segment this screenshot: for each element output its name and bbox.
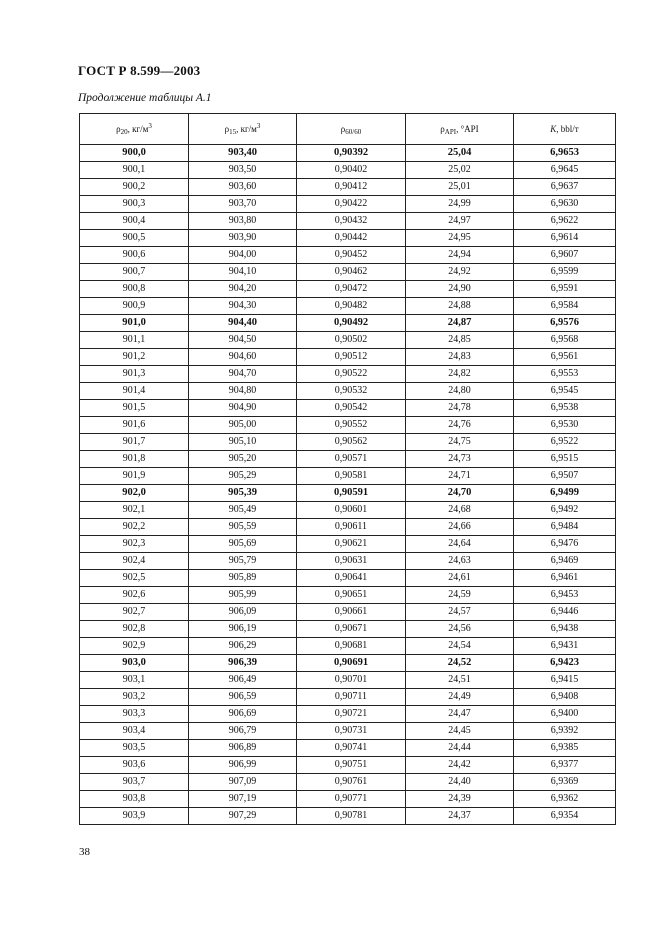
table-cell: 0,90591	[297, 485, 406, 502]
table-cell: 6,9561	[514, 349, 616, 366]
table-row	[80, 315, 616, 332]
table-cell: 6,9622	[514, 213, 616, 230]
table-cell: 24,90	[406, 281, 514, 298]
table-body	[80, 145, 616, 825]
table-cell: 906,29	[189, 638, 297, 655]
column-header	[80, 114, 189, 145]
table-cell: 0,90402	[297, 162, 406, 179]
table-row	[80, 298, 616, 315]
table-cell: 6,9553	[514, 366, 616, 383]
table-cell: 24,73	[406, 451, 514, 468]
table-cell: 902,3	[80, 536, 189, 553]
table-row	[80, 213, 616, 230]
table-row	[80, 145, 616, 162]
table-cell: 0,90651	[297, 587, 406, 604]
table-cell: 906,09	[189, 604, 297, 621]
table-cell: 6,9584	[514, 298, 616, 315]
table-cell: 6,9369	[514, 774, 616, 791]
table-cell: 24,70	[406, 485, 514, 502]
table-cell: 0,90552	[297, 417, 406, 434]
table-cell: 905,79	[189, 553, 297, 570]
table-cell: 903,0	[80, 655, 189, 672]
header-unit: , кг/м	[127, 124, 149, 134]
table-cell: 905,39	[189, 485, 297, 502]
table-cell: 900,5	[80, 230, 189, 247]
table-cell: 900,8	[80, 281, 189, 298]
table-cell: 901,1	[80, 332, 189, 349]
table-cell: 24,45	[406, 723, 514, 740]
table-cell: 0,90502	[297, 332, 406, 349]
table-cell: 0,90522	[297, 366, 406, 383]
table-cell: 24,52	[406, 655, 514, 672]
table-cell: 906,59	[189, 689, 297, 706]
table-cell: 6,9630	[514, 196, 616, 213]
table-cell: 903,9	[80, 808, 189, 825]
table-cell: 0,90562	[297, 434, 406, 451]
header-unit: , bbl/т	[556, 124, 579, 134]
header-sub: 15	[229, 128, 237, 136]
table-cell: 24,85	[406, 332, 514, 349]
table-cell: 6,9392	[514, 723, 616, 740]
table-cell: 905,69	[189, 536, 297, 553]
table-cell: 6,9415	[514, 672, 616, 689]
table-row	[80, 706, 616, 723]
table-row	[80, 400, 616, 417]
table-cell: 0,90442	[297, 230, 406, 247]
table-cell: 6,9599	[514, 264, 616, 281]
table-cell: 0,90392	[297, 145, 406, 162]
table-cell: 904,30	[189, 298, 297, 315]
table-cell: 903,7	[80, 774, 189, 791]
table-cell: 6,9568	[514, 332, 616, 349]
table-cell: 6,9637	[514, 179, 616, 196]
table-cell: 24,68	[406, 502, 514, 519]
table-cell: 901,0	[80, 315, 189, 332]
table-cell: 905,10	[189, 434, 297, 451]
table-cell: 24,87	[406, 315, 514, 332]
table-cell: 0,90462	[297, 264, 406, 281]
table-row	[80, 655, 616, 672]
table-cell: 0,90681	[297, 638, 406, 655]
table-cell: 907,29	[189, 808, 297, 825]
table-cell: 24,63	[406, 553, 514, 570]
table-cell: 6,9607	[514, 247, 616, 264]
table-cell: 24,57	[406, 604, 514, 621]
column-header	[514, 114, 616, 145]
table-cell: 24,39	[406, 791, 514, 808]
table-cell: 0,90611	[297, 519, 406, 536]
table-row	[80, 366, 616, 383]
header-symbol: ρ	[116, 124, 121, 134]
table-cell: 906,89	[189, 740, 297, 757]
table-cell: 24,47	[406, 706, 514, 723]
table-row	[80, 774, 616, 791]
table-cell: 904,20	[189, 281, 297, 298]
header-unit: , °API	[456, 124, 479, 134]
table-cell: 0,90432	[297, 213, 406, 230]
table-cell: 24,64	[406, 536, 514, 553]
table-cell: 904,10	[189, 264, 297, 281]
table-cell: 906,99	[189, 757, 297, 774]
table-cell: 6,9545	[514, 383, 616, 400]
table-row	[80, 247, 616, 264]
table-cell: 901,3	[80, 366, 189, 383]
table-cell: 6,9377	[514, 757, 616, 774]
table-cell: 904,80	[189, 383, 297, 400]
table-cell: 0,90542	[297, 400, 406, 417]
table-cell: 25,02	[406, 162, 514, 179]
table-row	[80, 621, 616, 638]
table-cell: 0,90671	[297, 621, 406, 638]
table-row	[80, 485, 616, 502]
table-cell: 905,00	[189, 417, 297, 434]
table-cell: 6,9614	[514, 230, 616, 247]
table-row	[80, 672, 616, 689]
table-cell: 0,90641	[297, 570, 406, 587]
table-row	[80, 570, 616, 587]
table-row	[80, 434, 616, 451]
table-cell: 0,90532	[297, 383, 406, 400]
table-cell: 24,75	[406, 434, 514, 451]
table-cell: 24,99	[406, 196, 514, 213]
table-cell: 907,19	[189, 791, 297, 808]
table-cell: 24,56	[406, 621, 514, 638]
table-cell: 0,90781	[297, 808, 406, 825]
table-cell: 905,89	[189, 570, 297, 587]
table-cell: 901,5	[80, 400, 189, 417]
header-sup: 3	[148, 122, 152, 130]
table-cell: 902,9	[80, 638, 189, 655]
header-sub: 60/60	[345, 128, 362, 136]
table-cell: 24,44	[406, 740, 514, 757]
table-cell: 6,9469	[514, 553, 616, 570]
table-cell: 902,5	[80, 570, 189, 587]
table-cell: 903,2	[80, 689, 189, 706]
table-cell: 901,7	[80, 434, 189, 451]
table-row	[80, 604, 616, 621]
table-cell: 24,83	[406, 349, 514, 366]
table-cell: 24,82	[406, 366, 514, 383]
table-cell: 0,90711	[297, 689, 406, 706]
table-cell: 24,78	[406, 400, 514, 417]
table-cell: 903,60	[189, 179, 297, 196]
table-cell: 24,95	[406, 230, 514, 247]
table-row	[80, 723, 616, 740]
header-symbol: ρ	[224, 124, 230, 134]
table-cell: 903,8	[80, 791, 189, 808]
table-cell: 907,09	[189, 774, 297, 791]
table-cell: 900,9	[80, 298, 189, 315]
table-cell: 904,90	[189, 400, 297, 417]
table-cell: 906,69	[189, 706, 297, 723]
table-row	[80, 196, 616, 213]
header-row	[80, 114, 616, 145]
table-cell: 905,59	[189, 519, 297, 536]
table-cell: 0,90601	[297, 502, 406, 519]
table-cell: 904,70	[189, 366, 297, 383]
table-cell: 24,49	[406, 689, 514, 706]
table-cell: 24,37	[406, 808, 514, 825]
table-cell: 0,90741	[297, 740, 406, 757]
table-cell: 0,90412	[297, 179, 406, 196]
table-cell: 6,9499	[514, 485, 616, 502]
table-cell: 902,6	[80, 587, 189, 604]
table-row	[80, 519, 616, 536]
table-cell: 6,9438	[514, 621, 616, 638]
density-table	[79, 113, 616, 825]
table-cell: 0,90731	[297, 723, 406, 740]
table-cell: 0,90512	[297, 349, 406, 366]
table-row	[80, 230, 616, 247]
table-cell: 902,1	[80, 502, 189, 519]
table-row	[80, 468, 616, 485]
table-row	[80, 502, 616, 519]
table-cell: 24,97	[406, 213, 514, 230]
table-cell: 6,9461	[514, 570, 616, 587]
table-cell: 25,01	[406, 179, 514, 196]
table-row	[80, 264, 616, 281]
table-cell: 901,8	[80, 451, 189, 468]
table-cell: 903,5	[80, 740, 189, 757]
table-cell: 905,29	[189, 468, 297, 485]
table-row	[80, 383, 616, 400]
table-row	[80, 332, 616, 349]
table-cell: 6,9362	[514, 791, 616, 808]
table-cell: 0,90621	[297, 536, 406, 553]
table-cell: 0,90472	[297, 281, 406, 298]
table-cell: 24,71	[406, 468, 514, 485]
table-cell: 0,90721	[297, 706, 406, 723]
table-cell: 6,9385	[514, 740, 616, 757]
table-cell: 6,9530	[514, 417, 616, 434]
table-cell: 24,59	[406, 587, 514, 604]
table-row	[80, 281, 616, 298]
table-cell: 24,42	[406, 757, 514, 774]
table-cell: 24,76	[406, 417, 514, 434]
table-row	[80, 740, 616, 757]
table-row	[80, 808, 616, 825]
table-header	[80, 114, 616, 145]
table-cell: 24,61	[406, 570, 514, 587]
table-row	[80, 791, 616, 808]
header-symbol: ρ	[340, 124, 346, 134]
table-cell: 906,79	[189, 723, 297, 740]
table-cell: 901,9	[80, 468, 189, 485]
document-code: ГОСТ Р 8.599—2003	[78, 63, 201, 78]
table-cell: 6,9423	[514, 655, 616, 672]
table-cell: 0,90452	[297, 247, 406, 264]
table-cell: 900,1	[80, 162, 189, 179]
table-cell: 903,6	[80, 757, 189, 774]
table-cell: 906,19	[189, 621, 297, 638]
page-number: 38	[79, 846, 90, 858]
table-row	[80, 349, 616, 366]
table-cell: 6,9591	[514, 281, 616, 298]
table-cell: 0,90482	[297, 298, 406, 315]
table-row	[80, 757, 616, 774]
table-cell: 900,3	[80, 196, 189, 213]
table-cell: 0,90661	[297, 604, 406, 621]
table-cell: 903,40	[189, 145, 297, 162]
table-cell: 904,50	[189, 332, 297, 349]
table-cell: 6,9354	[514, 808, 616, 825]
table-cell: 900,0	[80, 145, 189, 162]
table-cell: 24,80	[406, 383, 514, 400]
column-header	[189, 114, 297, 145]
table-cell: 901,2	[80, 349, 189, 366]
table-cell: 901,4	[80, 383, 189, 400]
table-cell: 6,9576	[514, 315, 616, 332]
table-row	[80, 179, 616, 196]
table-row	[80, 638, 616, 655]
table-cell: 902,4	[80, 553, 189, 570]
table-cell: 6,9408	[514, 689, 616, 706]
table-cell: 0,90771	[297, 791, 406, 808]
table-cell: 6,9446	[514, 604, 616, 621]
table-cell: 24,54	[406, 638, 514, 655]
table-cell: 905,99	[189, 587, 297, 604]
table-row	[80, 553, 616, 570]
table-cell: 0,90761	[297, 774, 406, 791]
table-cell: 903,4	[80, 723, 189, 740]
table-cell: 901,6	[80, 417, 189, 434]
table-cell: 6,9653	[514, 145, 616, 162]
table-row	[80, 451, 616, 468]
table-cell: 24,51	[406, 672, 514, 689]
table-cell: 905,49	[189, 502, 297, 519]
table-cell: 0,90701	[297, 672, 406, 689]
table-cell: 6,9507	[514, 468, 616, 485]
table-cell: 6,9453	[514, 587, 616, 604]
table-row	[80, 417, 616, 434]
table-cell: 903,70	[189, 196, 297, 213]
header-sup: 3	[256, 122, 261, 130]
table-cell: 906,49	[189, 672, 297, 689]
column-header	[297, 114, 406, 145]
table-cell: 905,20	[189, 451, 297, 468]
table-row	[80, 162, 616, 179]
table-cell: 24,88	[406, 298, 514, 315]
table-cell: 904,40	[189, 315, 297, 332]
table-cell: 24,66	[406, 519, 514, 536]
table-cell: 900,2	[80, 179, 189, 196]
table-cell: 6,9522	[514, 434, 616, 451]
table-cell: 6,9400	[514, 706, 616, 723]
table-cell: 903,50	[189, 162, 297, 179]
table-cell: 903,90	[189, 230, 297, 247]
table-cell: 0,90422	[297, 196, 406, 213]
header-unit: , кг/м	[236, 124, 257, 134]
table-cell: 0,90751	[297, 757, 406, 774]
table-cell: 900,6	[80, 247, 189, 264]
table-cell: 6,9538	[514, 400, 616, 417]
table-cell: 902,0	[80, 485, 189, 502]
table-cell: 6,9515	[514, 451, 616, 468]
table-cell: 6,9492	[514, 502, 616, 519]
table-caption: Продолжение таблицы А.1	[78, 92, 212, 104]
table-row	[80, 536, 616, 553]
table-cell: 902,8	[80, 621, 189, 638]
table-cell: 0,90492	[297, 315, 406, 332]
table-row	[80, 587, 616, 604]
table-cell: 25,04	[406, 145, 514, 162]
table-cell: 900,4	[80, 213, 189, 230]
table-cell: 903,1	[80, 672, 189, 689]
table-cell: 904,00	[189, 247, 297, 264]
table-cell: 0,90571	[297, 451, 406, 468]
table-cell: 6,9431	[514, 638, 616, 655]
table-cell: 6,9484	[514, 519, 616, 536]
table-cell: 0,90631	[297, 553, 406, 570]
table-cell: 900,7	[80, 264, 189, 281]
column-header	[406, 114, 514, 145]
table-cell: 6,9476	[514, 536, 616, 553]
header-sub: API	[444, 128, 457, 136]
table-cell: 903,80	[189, 213, 297, 230]
header-sub: 20	[120, 128, 128, 136]
table-cell: 0,90581	[297, 468, 406, 485]
table-cell: 904,60	[189, 349, 297, 366]
table-cell: 24,40	[406, 774, 514, 791]
table-cell: 903,3	[80, 706, 189, 723]
table-cell: 24,94	[406, 247, 514, 264]
table-cell: 6,9645	[514, 162, 616, 179]
table-cell: 902,7	[80, 604, 189, 621]
table-cell: 0,90691	[297, 655, 406, 672]
table-row	[80, 689, 616, 706]
table-cell: 902,2	[80, 519, 189, 536]
header-symbol: ρ	[440, 124, 445, 134]
header-symbol: K	[550, 124, 557, 134]
table-cell: 906,39	[189, 655, 297, 672]
table-cell: 24,92	[406, 264, 514, 281]
